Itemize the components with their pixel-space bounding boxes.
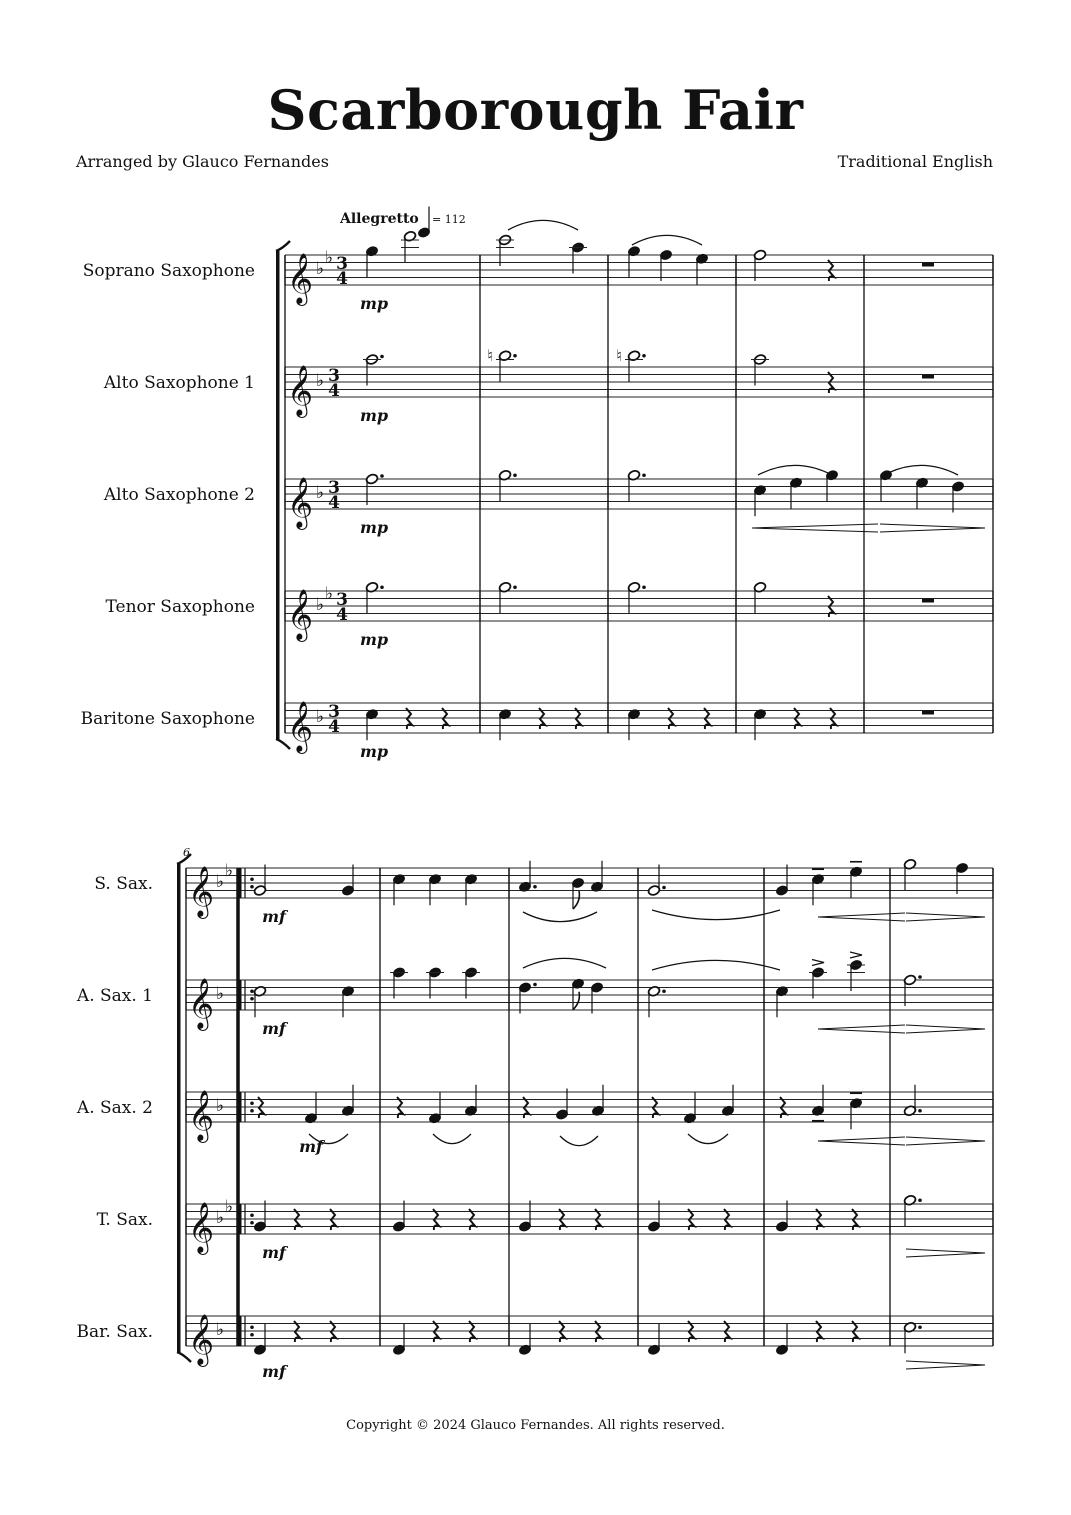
augmentation-dot	[513, 473, 517, 477]
crescendo-hairpin	[818, 1025, 905, 1029]
crescendo-hairpin	[752, 528, 878, 532]
flat-sign: ♭	[216, 872, 225, 892]
instrument-name: Tenor Saxophone	[105, 597, 255, 617]
treble-clef-icon: 𝄞	[287, 253, 314, 304]
instrument-name: S. Sax.	[94, 874, 153, 894]
slur	[560, 1136, 598, 1146]
treble-clef-icon: 𝄞	[287, 365, 314, 416]
arranger-credit: Arranged by Glauco Fernandes	[76, 152, 329, 171]
time-signature-numerator: 3	[328, 366, 340, 386]
treble-clef-icon: 𝄞	[188, 1314, 215, 1365]
augmentation-dot	[533, 885, 537, 889]
time-signature-denominator: 4	[328, 381, 340, 401]
time-signature-denominator: 4	[328, 493, 340, 513]
whole-rest	[922, 375, 934, 379]
treble-clef-icon: 𝄞	[188, 866, 215, 917]
flat-sign: ♭	[216, 1096, 225, 1116]
dynamic-marking: mp	[359, 518, 389, 537]
measure-number: 6	[183, 846, 190, 859]
dynamic-marking: mf	[262, 1362, 286, 1381]
flat-sign: ♭	[216, 1208, 225, 1228]
note-flag	[573, 891, 579, 909]
crescendo-hairpin	[818, 917, 905, 921]
decrescendo-hairpin	[906, 1361, 985, 1365]
augmentation-dot	[533, 983, 537, 987]
augmentation-dot	[380, 474, 384, 478]
repeat-dot	[250, 877, 254, 881]
repeat-dot	[250, 1109, 254, 1113]
treble-clef-icon: 𝄞	[287, 477, 314, 528]
natural-sign: ♮	[616, 345, 622, 365]
slur	[884, 465, 958, 475]
system-bracket	[177, 864, 181, 1352]
augmentation-dot	[662, 989, 666, 993]
augmentation-dot	[642, 473, 646, 477]
repeat-dot	[250, 1333, 254, 1337]
tempo-bpm: = 112	[432, 213, 466, 226]
instrument-name: Bar. Sax.	[76, 1322, 153, 1342]
slur	[758, 465, 832, 475]
slur	[523, 912, 597, 922]
whole-rest	[922, 263, 934, 267]
time-signature-denominator: 4	[336, 605, 348, 625]
instrument-name: Alto Saxophone 2	[103, 485, 255, 505]
slur	[508, 220, 578, 230]
accent-mark	[812, 960, 824, 966]
decrescendo-hairpin	[880, 524, 985, 528]
flat-sign: ♭	[316, 371, 325, 391]
flat-sign: ♭	[216, 984, 225, 1004]
augmentation-dot	[642, 354, 646, 358]
flat-sign: ♭	[316, 707, 325, 727]
repeat-dot	[250, 1325, 254, 1329]
note-flag	[573, 992, 579, 1010]
tempo-marking: Allegretto	[340, 211, 419, 227]
slur	[652, 960, 780, 970]
flat-sign: ♭	[216, 1320, 225, 1340]
flat-sign: ♭	[325, 247, 334, 268]
system-bracket	[276, 251, 280, 739]
decrescendo-hairpin	[906, 913, 985, 917]
crescendo-hairpin	[818, 1029, 905, 1033]
time-signature-denominator: 4	[336, 269, 348, 289]
decrescendo-hairpin	[906, 1137, 985, 1141]
repeat-dot	[250, 989, 254, 993]
natural-sign: ♮	[487, 345, 493, 365]
slur	[688, 1134, 728, 1144]
instrument-name: A. Sax. 2	[76, 1098, 153, 1118]
instrument-name: Alto Saxophone 1	[103, 373, 255, 393]
augmentation-dot	[918, 1109, 922, 1113]
dynamic-marking: mp	[359, 630, 389, 649]
flat-sign: ♭	[225, 1196, 234, 1217]
time-signature-numerator: 3	[336, 254, 348, 274]
dynamic-marking: mf	[262, 1243, 286, 1262]
decrescendo-hairpin	[906, 917, 985, 921]
augmentation-dot	[662, 886, 666, 890]
decrescendo-hairpin	[906, 1365, 985, 1369]
instrument-name: Baritone Saxophone	[80, 709, 255, 729]
treble-clef-icon: 𝄞	[287, 589, 314, 640]
time-signature-numerator: 3	[328, 478, 340, 498]
flat-sign: ♭	[316, 259, 325, 279]
decrescendo-hairpin	[906, 1249, 985, 1253]
repeat-dot	[250, 1221, 254, 1225]
flat-sign: ♭	[316, 595, 325, 615]
composer-credit: Traditional English	[837, 152, 993, 171]
instrument-name: A. Sax. 1	[76, 986, 153, 1006]
copyright-notice: Copyright © 2024 Glauco Fernandes. All rights reserved.	[346, 1418, 725, 1433]
accent-mark	[850, 952, 862, 958]
time-signature-numerator: 3	[336, 590, 348, 610]
crescendo-hairpin	[818, 1137, 905, 1141]
crescendo-hairpin	[818, 1141, 905, 1145]
instrument-name: T. Sax.	[96, 1210, 153, 1230]
dynamic-marking: mf	[299, 1137, 323, 1156]
score-title: Scarborough Fair	[267, 78, 804, 142]
slur	[632, 235, 702, 245]
treble-clef-icon: 𝄞	[287, 701, 314, 752]
dynamic-marking: mp	[359, 294, 389, 313]
flat-sign: ♭	[225, 860, 234, 881]
time-signature-denominator: 4	[328, 717, 340, 737]
treble-clef-icon: 𝄞	[188, 1090, 215, 1141]
repeat-dot	[250, 885, 254, 889]
augmentation-dot	[513, 354, 517, 358]
slur	[652, 910, 780, 920]
treble-clef-icon: 𝄞	[188, 978, 215, 1029]
time-signature-numerator: 3	[328, 702, 340, 722]
augmentation-dot	[642, 585, 646, 589]
decrescendo-hairpin	[906, 1141, 985, 1145]
decrescendo-hairpin	[906, 1025, 985, 1029]
slur	[433, 1134, 471, 1144]
decrescendo-hairpin	[906, 1029, 985, 1033]
crescendo-hairpin	[752, 524, 878, 528]
repeat-dot	[250, 1101, 254, 1105]
augmentation-dot	[918, 1325, 922, 1329]
repeat-dot	[250, 997, 254, 1001]
decrescendo-hairpin	[906, 1253, 985, 1257]
whole-rest	[922, 599, 934, 603]
augmentation-dot	[918, 975, 922, 979]
dynamic-marking: mp	[359, 406, 389, 425]
flat-sign: ♭	[325, 583, 334, 604]
repeat-dot	[250, 1213, 254, 1217]
instrument-name: Soprano Saxophone	[82, 261, 255, 281]
crescendo-hairpin	[818, 913, 905, 917]
treble-clef-icon: 𝄞	[188, 1202, 215, 1253]
dynamic-marking: mp	[359, 742, 389, 761]
augmentation-dot	[918, 1198, 922, 1202]
system-bracket	[276, 241, 290, 251]
whole-rest	[922, 711, 934, 715]
augmentation-dot	[380, 355, 384, 359]
augmentation-dot	[380, 585, 384, 589]
flat-sign: ♭	[316, 483, 325, 503]
dynamic-marking: mf	[262, 907, 286, 926]
slur	[523, 958, 606, 968]
dynamic-marking: mf	[262, 1019, 286, 1038]
decrescendo-hairpin	[880, 528, 985, 532]
augmentation-dot	[513, 585, 517, 589]
